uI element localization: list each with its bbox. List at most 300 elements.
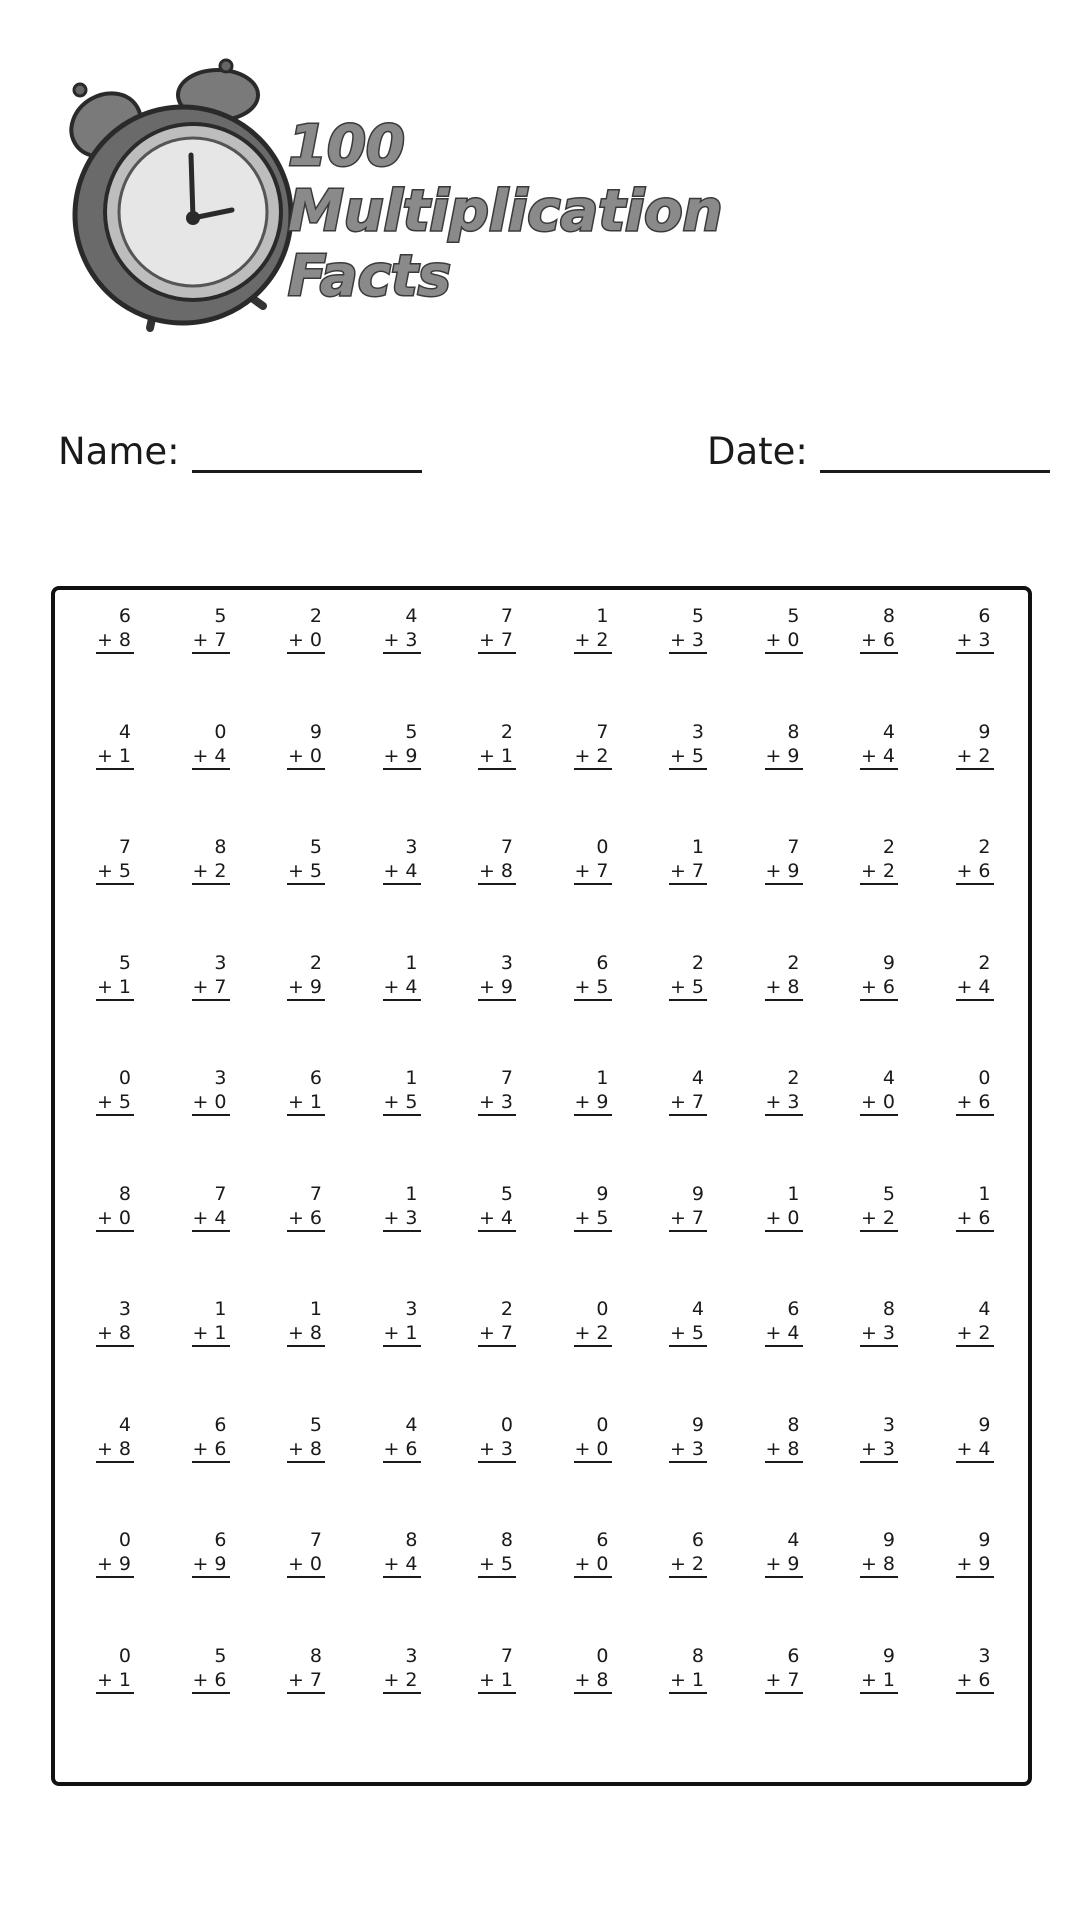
problem-top-number: 4 xyxy=(691,1298,704,1320)
problem-top-number: 5 xyxy=(214,1644,227,1667)
problem-top-number: 0 xyxy=(214,720,227,743)
problem-6-9 xyxy=(858,1182,898,1298)
problem-bottom-number: + 6 xyxy=(192,1437,230,1463)
problem-top-number: 3 xyxy=(405,836,418,858)
problem-1-4 xyxy=(381,604,421,720)
problem-7-3 xyxy=(285,1297,325,1413)
problem-bottom-number: + 7 xyxy=(287,1668,325,1694)
title-line-2: Multiplication xyxy=(288,179,723,244)
problem-4-9 xyxy=(858,951,898,1067)
problem-bottom-number: + 3 xyxy=(860,1321,898,1347)
problem-6-5 xyxy=(476,1182,516,1298)
problem-top-number: 1 xyxy=(691,836,704,858)
problem-top-number: 1 xyxy=(405,951,418,974)
problem-9-9 xyxy=(858,1528,898,1644)
problem-bottom-number: + 5 xyxy=(574,1206,612,1232)
problem-bottom-number: + 0 xyxy=(96,1206,134,1232)
problem-top-number: 5 xyxy=(882,1182,895,1205)
problem-top-number: 8 xyxy=(405,1529,418,1551)
problem-6-10 xyxy=(954,1182,994,1298)
problem-top-number: 8 xyxy=(882,605,895,627)
problem-6-4 xyxy=(381,1182,421,1298)
problem-top-number: 7 xyxy=(500,605,513,627)
problem-1-2 xyxy=(190,604,230,720)
problem-2-2 xyxy=(190,720,230,836)
problem-6-7 xyxy=(667,1182,707,1298)
problem-top-number: 7 xyxy=(787,836,800,858)
problem-bottom-number: + 0 xyxy=(860,1090,898,1116)
problem-6-6 xyxy=(572,1182,612,1298)
problem-10-7 xyxy=(667,1644,707,1760)
problem-3-5 xyxy=(476,835,516,951)
problem-top-number: 5 xyxy=(787,605,800,627)
problem-top-number: 8 xyxy=(882,1298,895,1320)
problem-9-3 xyxy=(285,1528,325,1644)
problem-bottom-number: + 5 xyxy=(669,975,707,1001)
problem-6-2 xyxy=(190,1182,230,1298)
problem-4-2 xyxy=(190,951,230,1067)
problem-4-8 xyxy=(763,951,803,1067)
problem-bottom-number: + 8 xyxy=(96,628,134,654)
problem-bottom-number: + 8 xyxy=(765,975,803,1001)
alarm-clock-icon xyxy=(60,60,291,328)
problem-top-number: 3 xyxy=(882,1413,895,1436)
problem-top-number: 2 xyxy=(309,605,322,627)
problem-top-number: 1 xyxy=(978,1182,991,1205)
problem-3-1 xyxy=(94,835,134,951)
problem-bottom-number: + 4 xyxy=(192,744,230,770)
problem-bottom-number: + 6 xyxy=(860,975,898,1001)
problem-top-number: 7 xyxy=(309,1182,322,1205)
problem-bottom-number: + 2 xyxy=(860,1206,898,1232)
problem-4-5 xyxy=(476,951,516,1067)
problem-1-8 xyxy=(763,604,803,720)
problem-top-number: 0 xyxy=(118,1529,131,1551)
problem-bottom-number: + 5 xyxy=(478,1552,516,1578)
problem-bottom-number: + 0 xyxy=(192,1090,230,1116)
problem-8-3 xyxy=(285,1413,325,1529)
problem-top-number: 3 xyxy=(214,1067,227,1089)
date-field xyxy=(707,430,1050,473)
problem-4-7 xyxy=(667,951,707,1067)
problem-4-1 xyxy=(94,951,134,1067)
problem-bottom-number: + 2 xyxy=(574,1321,612,1347)
problem-top-number: 8 xyxy=(214,836,227,858)
worksheet-logo xyxy=(58,50,728,350)
problem-bottom-number: + 8 xyxy=(287,1321,325,1347)
problem-2-9 xyxy=(858,720,898,836)
problem-bottom-number: + 1 xyxy=(478,744,516,770)
problem-2-6 xyxy=(572,720,612,836)
problem-top-number: 5 xyxy=(118,951,131,974)
title-line-1: 100 xyxy=(288,114,405,179)
problem-bottom-number: + 5 xyxy=(383,1090,421,1116)
problem-bottom-number: + 0 xyxy=(574,1437,612,1463)
problem-top-number: 6 xyxy=(309,1067,322,1089)
problem-bottom-number: + 3 xyxy=(860,1437,898,1463)
problem-5-1 xyxy=(94,1066,134,1182)
problem-4-3 xyxy=(285,951,325,1067)
problem-bottom-number: + 8 xyxy=(96,1437,134,1463)
problem-top-number: 6 xyxy=(118,605,131,627)
problem-bottom-number: + 8 xyxy=(860,1552,898,1578)
problem-top-number: 2 xyxy=(500,720,513,743)
problem-9-1 xyxy=(94,1528,134,1644)
problem-7-7 xyxy=(667,1297,707,1413)
problem-8-8 xyxy=(763,1413,803,1529)
problem-top-number: 2 xyxy=(691,951,704,974)
problem-7-9 xyxy=(858,1297,898,1413)
problem-4-6 xyxy=(572,951,612,1067)
problem-9-10 xyxy=(954,1528,994,1644)
problem-top-number: 4 xyxy=(405,605,418,627)
problem-top-number: 0 xyxy=(978,1067,991,1089)
problem-top-number: 4 xyxy=(118,1413,131,1436)
problem-bottom-number: + 6 xyxy=(956,859,994,885)
problem-top-number: 3 xyxy=(500,951,513,974)
problem-bottom-number: + 0 xyxy=(287,1552,325,1578)
problem-top-number: 4 xyxy=(787,1529,800,1551)
problem-8-9 xyxy=(858,1413,898,1529)
problem-bottom-number: + 5 xyxy=(96,859,134,885)
problem-9-6 xyxy=(572,1528,612,1644)
problem-bottom-number: + 9 xyxy=(765,859,803,885)
problem-bottom-number: + 5 xyxy=(287,859,325,885)
problem-8-1 xyxy=(94,1413,134,1529)
problem-top-number: 0 xyxy=(596,1644,609,1667)
problem-top-number: 1 xyxy=(214,1298,227,1320)
problem-5-3 xyxy=(285,1066,325,1182)
problem-bottom-number: + 6 xyxy=(192,1668,230,1694)
problem-8-5 xyxy=(476,1413,516,1529)
problem-bottom-number: + 8 xyxy=(96,1321,134,1347)
problem-top-number: 7 xyxy=(500,1067,513,1089)
problem-top-number: 9 xyxy=(978,1413,991,1436)
problem-top-number: 6 xyxy=(691,1529,704,1551)
problem-bottom-number: + 2 xyxy=(574,628,612,654)
problem-top-number: 8 xyxy=(309,1644,322,1667)
problem-top-number: 6 xyxy=(214,1413,227,1436)
problem-top-number: 9 xyxy=(691,1413,704,1436)
problem-top-number: 2 xyxy=(309,951,322,974)
problem-bottom-number: + 6 xyxy=(956,1090,994,1116)
problem-bottom-number: + 2 xyxy=(956,744,994,770)
problem-3-6 xyxy=(572,835,612,951)
problem-4-10 xyxy=(954,951,994,1067)
problem-9-7 xyxy=(667,1528,707,1644)
problem-top-number: 7 xyxy=(118,836,131,858)
problem-bottom-number: + 5 xyxy=(669,1321,707,1347)
problem-3-3 xyxy=(285,835,325,951)
problem-grid xyxy=(80,604,1035,1759)
problem-top-number: 9 xyxy=(882,1529,895,1551)
problem-top-number: 1 xyxy=(309,1298,322,1320)
problem-bottom-number: + 7 xyxy=(478,628,516,654)
problem-5-7 xyxy=(667,1066,707,1182)
problem-bottom-number: + 8 xyxy=(287,1437,325,1463)
problem-bottom-number: + 6 xyxy=(956,1668,994,1694)
problem-7-10 xyxy=(954,1297,994,1413)
problem-2-5 xyxy=(476,720,516,836)
problem-bottom-number: + 6 xyxy=(956,1206,994,1232)
problem-top-number: 4 xyxy=(118,720,131,743)
problem-top-number: 5 xyxy=(500,1182,513,1205)
problem-3-7 xyxy=(667,835,707,951)
problem-top-number: 0 xyxy=(596,1413,609,1436)
problem-bottom-number: + 4 xyxy=(478,1206,516,1232)
problem-5-2 xyxy=(190,1066,230,1182)
problem-top-number: 9 xyxy=(691,1182,704,1205)
problem-bottom-number: + 2 xyxy=(860,859,898,885)
problem-top-number: 5 xyxy=(405,720,418,743)
problem-bottom-number: + 3 xyxy=(669,1437,707,1463)
problem-top-number: 7 xyxy=(214,1182,227,1205)
problem-bottom-number: + 7 xyxy=(192,975,230,1001)
problem-3-2 xyxy=(190,835,230,951)
problem-bottom-number: + 9 xyxy=(574,1090,612,1116)
problem-bottom-number: + 9 xyxy=(765,1552,803,1578)
problem-bottom-number: + 9 xyxy=(287,975,325,1001)
problem-top-number: 9 xyxy=(596,1182,609,1205)
problem-top-number: 7 xyxy=(500,1644,513,1667)
problem-bottom-number: + 0 xyxy=(287,628,325,654)
problem-top-number: 6 xyxy=(787,1298,800,1320)
problem-top-number: 5 xyxy=(691,605,704,627)
problem-1-3 xyxy=(285,604,325,720)
problem-bottom-number: + 3 xyxy=(669,628,707,654)
problem-bottom-number: + 1 xyxy=(860,1668,898,1694)
problem-4-4 xyxy=(381,951,421,1067)
problem-top-number: 3 xyxy=(405,1644,418,1667)
problem-top-number: 6 xyxy=(978,605,991,627)
problem-2-10 xyxy=(954,720,994,836)
problem-top-number: 3 xyxy=(118,1298,131,1320)
problem-box xyxy=(51,586,1032,1786)
problem-top-number: 1 xyxy=(596,605,609,627)
problem-bottom-number: + 9 xyxy=(192,1552,230,1578)
problem-top-number: 5 xyxy=(309,1413,322,1436)
problem-top-number: 9 xyxy=(978,720,991,743)
problem-bottom-number: + 4 xyxy=(383,975,421,1001)
problem-10-9 xyxy=(858,1644,898,1760)
problem-bottom-number: + 3 xyxy=(478,1437,516,1463)
problem-top-number: 8 xyxy=(118,1182,131,1205)
problem-bottom-number: + 7 xyxy=(669,1206,707,1232)
problem-10-6 xyxy=(572,1644,612,1760)
problem-bottom-number: + 2 xyxy=(192,859,230,885)
problem-8-7 xyxy=(667,1413,707,1529)
problem-top-number: 8 xyxy=(787,1413,800,1436)
problem-bottom-number: + 9 xyxy=(956,1552,994,1578)
problem-top-number: 0 xyxy=(118,1644,131,1667)
problem-2-8 xyxy=(763,720,803,836)
problem-top-number: 2 xyxy=(882,836,895,858)
problem-top-number: 6 xyxy=(787,1644,800,1667)
problem-top-number: 3 xyxy=(214,951,227,974)
problem-3-4 xyxy=(381,835,421,951)
problem-1-10 xyxy=(954,604,994,720)
problem-top-number: 2 xyxy=(978,836,991,858)
problem-bottom-number: + 0 xyxy=(765,1206,803,1232)
problem-top-number: 8 xyxy=(500,1529,513,1551)
date-label: Date: xyxy=(707,430,808,473)
problem-7-1 xyxy=(94,1297,134,1413)
problem-top-number: 3 xyxy=(978,1644,991,1667)
problem-top-number: 4 xyxy=(882,1067,895,1089)
problem-1-7 xyxy=(667,604,707,720)
problem-top-number: 5 xyxy=(214,605,227,627)
problem-top-number: 7 xyxy=(309,1529,322,1551)
problem-6-3 xyxy=(285,1182,325,1298)
problem-10-3 xyxy=(285,1644,325,1760)
problem-bottom-number: + 1 xyxy=(96,1668,134,1694)
problem-7-4 xyxy=(381,1297,421,1413)
problem-bottom-number: + 4 xyxy=(765,1321,803,1347)
problem-2-1 xyxy=(94,720,134,836)
problem-bottom-number: + 6 xyxy=(383,1437,421,1463)
problem-top-number: 0 xyxy=(500,1413,513,1436)
problem-9-2 xyxy=(190,1528,230,1644)
problem-top-number: 8 xyxy=(691,1644,704,1667)
problem-bottom-number: + 6 xyxy=(287,1206,325,1232)
problem-top-number: 0 xyxy=(596,836,609,858)
problem-top-number: 6 xyxy=(596,951,609,974)
problem-2-7 xyxy=(667,720,707,836)
problem-2-3 xyxy=(285,720,325,836)
problem-top-number: 4 xyxy=(978,1298,991,1320)
problem-top-number: 2 xyxy=(500,1298,513,1320)
problem-bottom-number: + 8 xyxy=(765,1437,803,1463)
problem-5-6 xyxy=(572,1066,612,1182)
problem-top-number: 2 xyxy=(978,951,991,974)
problem-bottom-number: + 7 xyxy=(669,859,707,885)
problem-bottom-number: + 0 xyxy=(287,744,325,770)
problem-1-5 xyxy=(476,604,516,720)
problem-bottom-number: + 0 xyxy=(574,1552,612,1578)
problem-bottom-number: + 0 xyxy=(765,628,803,654)
problem-bottom-number: + 3 xyxy=(383,628,421,654)
problem-10-8 xyxy=(763,1644,803,1760)
problem-9-8 xyxy=(763,1528,803,1644)
problem-bottom-number: + 8 xyxy=(478,859,516,885)
problem-1-6 xyxy=(572,604,612,720)
problem-bottom-number: + 1 xyxy=(96,975,134,1001)
problem-top-number: 9 xyxy=(882,1644,895,1667)
problem-9-5 xyxy=(476,1528,516,1644)
problem-6-8 xyxy=(763,1182,803,1298)
problem-bottom-number: + 2 xyxy=(956,1321,994,1347)
problem-top-number: 7 xyxy=(500,836,513,858)
problem-bottom-number: + 1 xyxy=(96,744,134,770)
problem-5-9 xyxy=(858,1066,898,1182)
problem-5-4 xyxy=(381,1066,421,1182)
problem-top-number: 0 xyxy=(596,1298,609,1320)
problem-bottom-number: + 7 xyxy=(192,628,230,654)
problem-bottom-number: + 1 xyxy=(669,1668,707,1694)
problem-bottom-number: + 9 xyxy=(765,744,803,770)
title-line-3: Facts xyxy=(288,244,451,309)
problem-top-number: 2 xyxy=(787,1067,800,1089)
problem-bottom-number: + 3 xyxy=(765,1090,803,1116)
problem-bottom-number: + 4 xyxy=(383,859,421,885)
problem-bottom-number: + 5 xyxy=(96,1090,134,1116)
problem-top-number: 6 xyxy=(214,1529,227,1551)
problem-bottom-number: + 2 xyxy=(574,744,612,770)
problem-1-1 xyxy=(94,604,134,720)
problem-top-number: 9 xyxy=(309,720,322,743)
problem-7-6 xyxy=(572,1297,612,1413)
problem-bottom-number: + 1 xyxy=(383,1321,421,1347)
problem-10-1 xyxy=(94,1644,134,1760)
problem-bottom-number: + 3 xyxy=(956,628,994,654)
problem-10-5 xyxy=(476,1644,516,1760)
problem-10-4 xyxy=(381,1644,421,1760)
problem-bottom-number: + 7 xyxy=(765,1668,803,1694)
problem-5-5 xyxy=(476,1066,516,1182)
problem-3-8 xyxy=(763,835,803,951)
problem-top-number: 8 xyxy=(787,720,800,743)
problem-2-4 xyxy=(381,720,421,836)
problem-8-10 xyxy=(954,1413,994,1529)
problem-3-9 xyxy=(858,835,898,951)
problem-bottom-number: + 3 xyxy=(478,1090,516,1116)
problem-bottom-number: + 9 xyxy=(478,975,516,1001)
problem-7-2 xyxy=(190,1297,230,1413)
problem-top-number: 6 xyxy=(596,1529,609,1551)
problem-top-number: 7 xyxy=(596,720,609,743)
problem-10-2 xyxy=(190,1644,230,1760)
problem-bottom-number: + 9 xyxy=(383,744,421,770)
problem-bottom-number: + 3 xyxy=(383,1206,421,1232)
problem-bottom-number: + 1 xyxy=(192,1321,230,1347)
problem-8-2 xyxy=(190,1413,230,1529)
problem-6-1 xyxy=(94,1182,134,1298)
problem-bottom-number: + 1 xyxy=(478,1668,516,1694)
problem-top-number: 1 xyxy=(405,1067,418,1089)
problem-3-10 xyxy=(954,835,994,951)
problem-top-number: 0 xyxy=(118,1067,131,1089)
date-input-line[interactable] xyxy=(820,436,1050,473)
problem-bottom-number: + 4 xyxy=(956,975,994,1001)
problem-top-number: 2 xyxy=(787,951,800,974)
name-input-line[interactable] xyxy=(192,436,422,473)
problem-1-9 xyxy=(858,604,898,720)
problem-8-6 xyxy=(572,1413,612,1529)
problem-bottom-number: + 4 xyxy=(956,1437,994,1463)
problem-top-number: 5 xyxy=(309,836,322,858)
problem-10-10 xyxy=(954,1644,994,1760)
problem-7-8 xyxy=(763,1297,803,1413)
problem-bottom-number: + 2 xyxy=(383,1668,421,1694)
problem-7-5 xyxy=(476,1297,516,1413)
problem-bottom-number: + 2 xyxy=(669,1552,707,1578)
problem-top-number: 1 xyxy=(596,1067,609,1089)
problem-top-number: 9 xyxy=(978,1529,991,1551)
problem-bottom-number: + 9 xyxy=(96,1552,134,1578)
problem-5-10 xyxy=(954,1066,994,1182)
problem-bottom-number: + 7 xyxy=(478,1321,516,1347)
problem-bottom-number: + 4 xyxy=(383,1552,421,1578)
problem-bottom-number: + 4 xyxy=(860,744,898,770)
problem-bottom-number: + 6 xyxy=(860,628,898,654)
problem-bottom-number: + 8 xyxy=(574,1668,612,1694)
problem-5-8 xyxy=(763,1066,803,1182)
problem-9-4 xyxy=(381,1528,421,1644)
name-label: Name: xyxy=(58,430,180,473)
problem-bottom-number: + 5 xyxy=(574,975,612,1001)
problem-top-number: 4 xyxy=(405,1413,418,1436)
problem-bottom-number: + 1 xyxy=(287,1090,325,1116)
